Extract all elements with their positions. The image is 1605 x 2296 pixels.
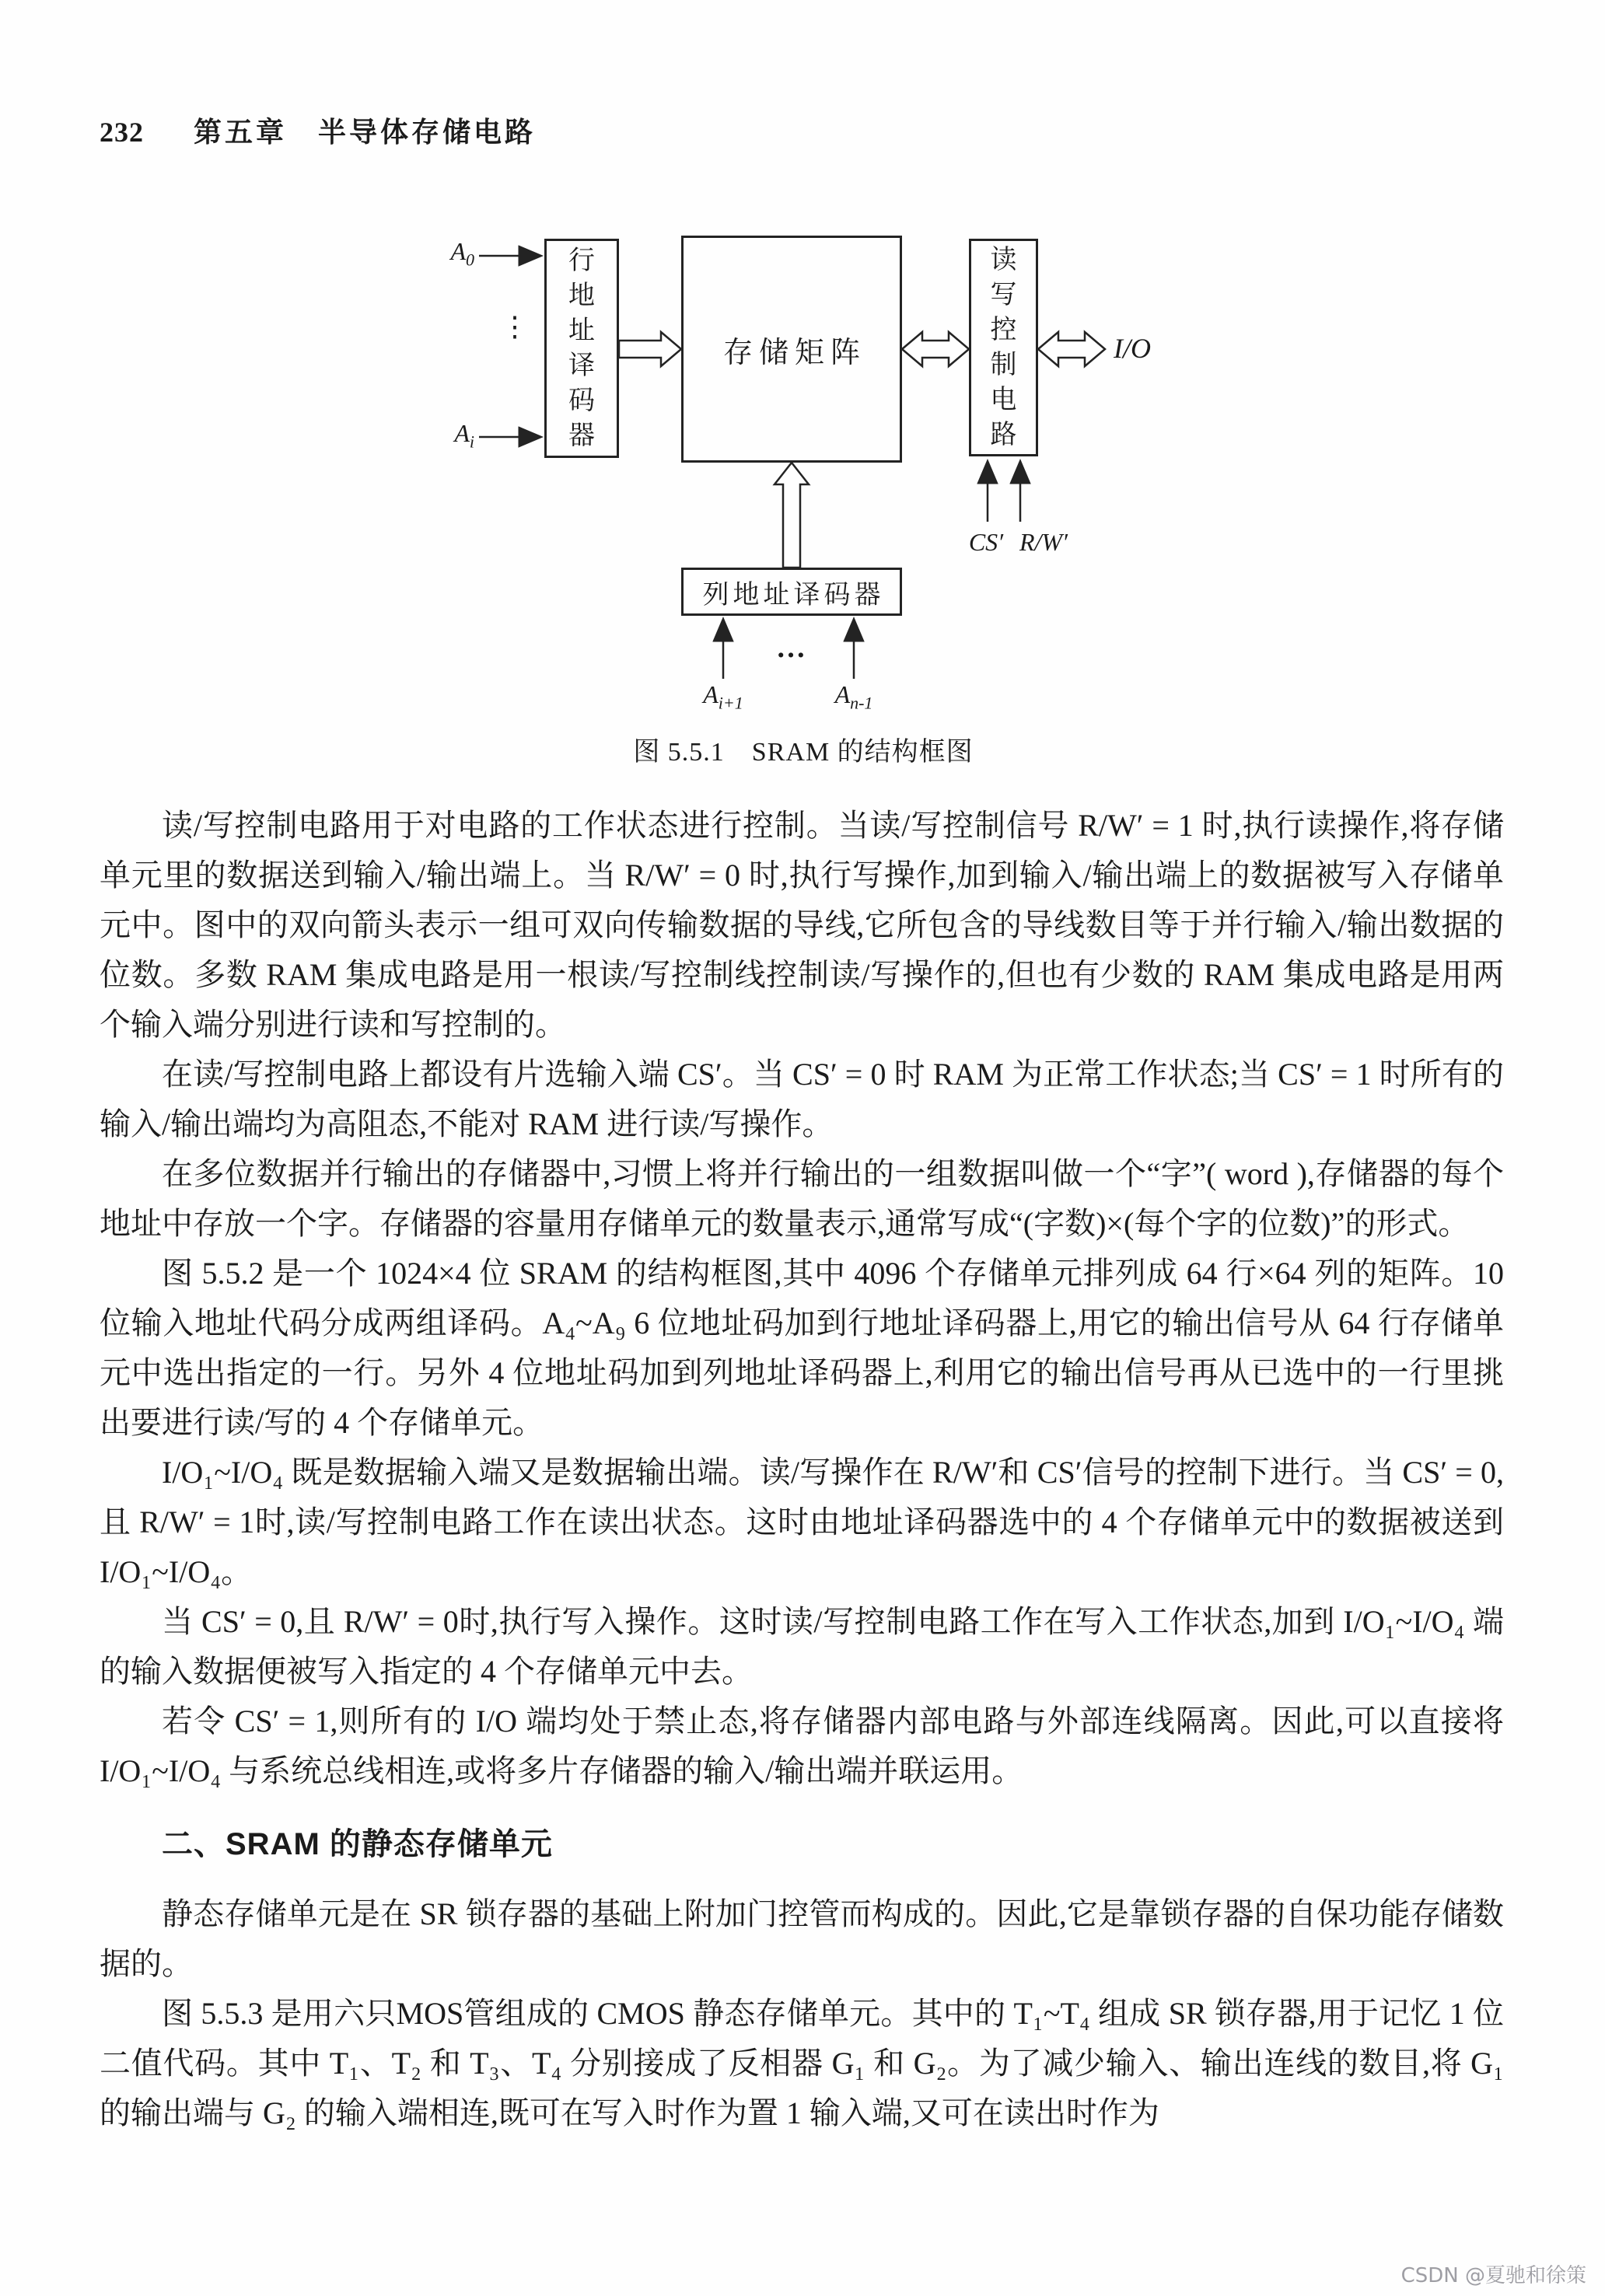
a-i1-base: A: [703, 680, 719, 708]
paragraph-4: 图 5.5.2 是一个 1024×4 位 SRAM 的结构框图,其中 4096 个存储单元排列成 64 行×64 列的矩阵。10 位输入地址代码分成两组译码。A₄~A₉ 6 位地址码加到行地址译码器上,用它的输出信号从 64 行存储单元中选出指定的一行。另外 4 位地址码加到列地址译码器上,利用它的输出信号再从已选中的一行里挑出要进行读/写的 4 个存储单元。: [100, 1256, 1504, 1440]
rw-control-box: [969, 239, 1038, 456]
a0-base: A: [450, 237, 466, 265]
matrix-rwcontrol-bidir-arrow: [902, 332, 969, 366]
vertical-ellipsis: ⋮: [501, 311, 529, 342]
a-i1-subscript: i+1: [718, 693, 743, 713]
a0-subscript: 0: [466, 250, 474, 270]
body-text: [100, 801, 1504, 2138]
paragraph-9: 图 5.5.3 是用六只MOS管组成的 CMOS 静态存储单元。其中的 T₁~T₄ 组成 SR 锁存器,用于记忆 1 位二值代码。其中 T₁、T₂ 和 T₃、T₄ 分别接成了反相器 G₁ 和 G₂。为了减少输入、输出连线的数目,将 G₁ 的输出端与 G₂ 的输入端相连,既可在写入时作为置 1 输入端,又可在读出时作为: [100, 1996, 1504, 2130]
row-decoder-box: [544, 239, 619, 458]
page-header: [100, 110, 1504, 150]
input-label-a0: [434, 237, 474, 270]
sram-block-diagram: [434, 215, 1173, 721]
input-label-a-n1: [818, 680, 890, 713]
row-decoder-label: 行地址译码器: [568, 246, 595, 450]
column-decoder-label: 列地址译码器: [702, 580, 885, 610]
column-decoder-box: [681, 568, 902, 616]
rwcontrol-io-bidir-arrow: [1038, 332, 1105, 366]
input-label-a-i1: [687, 680, 759, 713]
paragraph-5: I/O₁~I/O₄ 既是数据输入端又是数据输出端。读/写操作在 R/W′和 CS′信号的控制下进行。当 CS′ = 0,且 R/W′ = 1时,读/写控制电路工作在读出状态。这时由地址译码器选中的 4 个存储单元中的数据被送到 I/O₁~I/O₄。: [100, 1455, 1504, 1589]
paragraph-2: 在读/写控制电路上都设有片选输入端 CS′。当 CS′ = 0 时 RAM 为正常工作状态;当 CS′ = 1 时所有的输入/输出端均为高阻态,不能对 RAM 进行读/写操作。: [100, 1057, 1504, 1141]
paragraph-1: 读/写控制电路用于对电路的工作状态进行控制。当读/写控制信号 R/W′ = 1 时,执行读操作,将存储单元里的数据送到输入/输出端上。当 R/W′ = 0 时,执行写操作,加到输入/输出端上的数据被写入存储单元中。图中的双向箭头表示一组可双向传输数据的导线,它所包含的导线数目等于并行输入/输出数据的位数。多数 RAM 集成电路是用一根读/写控制线控制读/写操作的,但也有少数的 RAM 集成电路是用两个输入端分别进行读和写控制的。: [100, 808, 1504, 1042]
a-n1-base: A: [834, 680, 851, 708]
paragraph-8: 静态存储单元是在 SR 锁存器的基础上附加门控管而构成的。因此,它是靠锁存器的自保功能存储数据的。: [100, 1896, 1504, 1981]
sram-structure-figure: [100, 215, 1504, 768]
chapter-title: 第五章 半导体存储电路: [194, 117, 537, 148]
row-decoder-to-matrix-arrow: [619, 332, 681, 366]
coldecoder-to-matrix-arrow: [775, 463, 809, 568]
ai-subscript: i: [469, 432, 474, 452]
paragraph-7: 若令 CS′ = 1,则所有的 I/O 端均处于禁止态,将存储器内部电路与外部连线隔离。因此,可以直接将 I/O₁~I/O₄ 与系统总线相连,或将多片存储器的输入/输出端并联运用。: [100, 1704, 1504, 1788]
input-label-ai: [434, 419, 474, 452]
paragraph-3: 在多位数据并行输出的存储器中,习惯上将并行输出的一组数据叫做一个“字”( word ),存储器的每个地址中存放一个字。存储器的容量用存储单元的数量表示,通常写成“(字数)×(每个字的位数)”的形式。: [100, 1156, 1504, 1241]
memory-matrix-label: 存储矩阵: [722, 336, 866, 369]
rw-control-label: 读写控制电路: [990, 246, 1017, 449]
rw-label: R/W′: [1019, 528, 1068, 556]
a-n1-subscript: n-1: [850, 693, 873, 713]
watermark: CSDN @夏驰和徐策: [1400, 2264, 1586, 2287]
ai-base: A: [454, 419, 470, 447]
memory-matrix-box: [681, 236, 902, 463]
paragraph-6: 当 CS′ = 0,且 R/W′ = 0时,执行写入操作。这时读/写控制电路工作在写入工作状态,加到 I/O₁~I/O₄ 端的输入数据便被写入指定的 4 个存储单元中去。: [100, 1604, 1504, 1689]
section-heading: 二、SRAM 的静态存储单元: [162, 1827, 553, 1861]
page-number: 232: [100, 117, 144, 148]
horizontal-ellipsis: …: [776, 631, 807, 664]
cs-label: CS′: [968, 528, 1004, 556]
figure-caption: 图 5.5.1 SRAM 的结构框图: [633, 738, 974, 767]
io-label: I/O: [1114, 333, 1151, 364]
